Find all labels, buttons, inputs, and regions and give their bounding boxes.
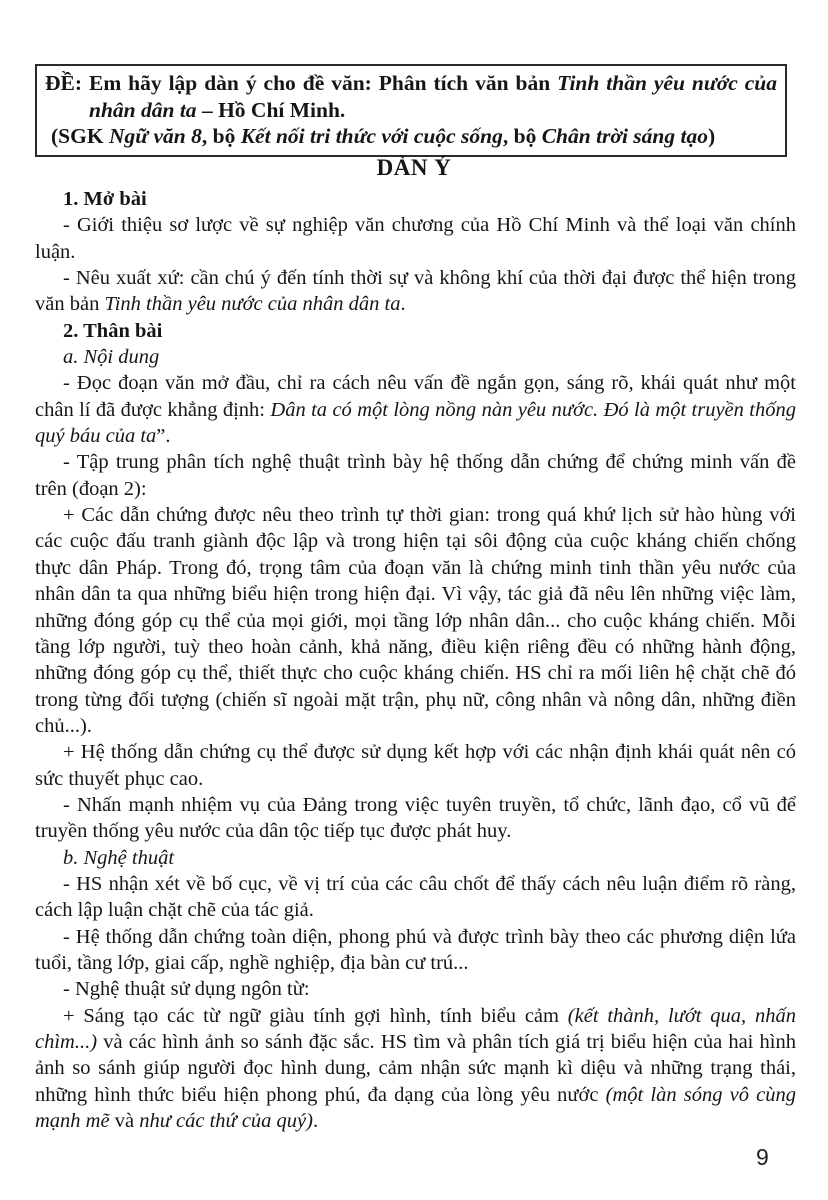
outline-paragraph xyxy=(35,845,796,871)
text-run: Dân ta có một lòng nồng nàn yêu nước. Đó là một truyền thống quý báu của ta xyxy=(35,398,797,448)
text-run: ) xyxy=(707,124,716,148)
text-run: a. Nội dung xyxy=(63,346,160,369)
outline-paragraph xyxy=(35,924,796,977)
outline-paragraph xyxy=(35,871,796,924)
text-run: Kết nối tri thức với cuộc sống xyxy=(240,124,503,148)
text-run: + Sáng tạo các từ ngữ giàu tính gợi hình, tính biểu cảm xyxy=(63,1004,568,1027)
prompt-paragraph xyxy=(45,70,777,123)
text-run: - Đọc đoạn văn mở đầu, chỉ ra cách nêu vấn đề ngắn gọn, sáng rõ, khái quát như một chân lí đã được khẳng định: xyxy=(35,372,796,421)
text-run: - Hệ thống dẫn chứng toàn diện, phong phú và được trình bày theo các phương diện lứa tuổi, tầng lớp, giai cấp, nghề nghiệp, địa bàn cư trú... xyxy=(35,925,796,974)
outline-paragraph xyxy=(35,739,796,792)
outline-paragraph xyxy=(35,212,796,265)
text-run: và các hình ảnh so sánh đặc sắc. HS tìm và phân tích giá trị biểu hiện của hai hình ảnh so sánh giúp người đọc hình dung, cảm nhận sức mạnh kì diệu và những trạng thái, những hình thức biểu hiện phong phú, đa dạng của lòng yêu nước xyxy=(35,1031,796,1106)
text-run: Ngữ văn 8 xyxy=(108,124,202,148)
text-run: + Hệ thống dẫn chứng cụ thể được sử dụng kết hợp với các nhận định khái quát nên có sức thuyết phục cao. xyxy=(35,741,796,790)
outline-paragraph xyxy=(35,186,796,212)
outline-paragraph xyxy=(35,318,796,344)
text-run: (SGK xyxy=(51,124,109,148)
text-run: 2. Thân bài xyxy=(63,319,163,342)
text-run: - Giới thiệu sơ lược về sự nghiệp văn chương của Hồ Chí Minh và thể loại văn chính luận. xyxy=(35,214,796,263)
text-run: - HS nhận xét về bố cục, về vị trí của các câu chốt để thấy cách nêu luận điểm rõ ràng, cách lập luận chặt chẽ của tác giả. xyxy=(35,872,796,922)
text-run: b. Nghệ thuật xyxy=(63,846,175,869)
text-run: , bộ xyxy=(201,124,241,148)
text-run: 1. Mở bài xyxy=(63,188,147,210)
page-number: 9 xyxy=(756,1144,769,1170)
assignment-prompt-box xyxy=(35,64,787,157)
outline-paragraph xyxy=(35,344,796,370)
outline-paragraph xyxy=(35,792,796,845)
text-run: ĐỀ: Em hãy lập dàn ý cho đề văn: Phân tích văn bản xyxy=(45,71,558,95)
text-run: - Tập trung phân tích nghệ thuật trình bày hệ thống dẫn chứng để chứng minh vấn đề trên (đoạn 2): xyxy=(35,451,796,500)
outline-paragraph xyxy=(35,1003,796,1135)
prompt-paragraph xyxy=(45,123,777,150)
outline-paragraph xyxy=(35,370,796,449)
text-run: (một làn sóng vô cùng mạnh mẽ xyxy=(35,1083,796,1133)
text-run: ”. xyxy=(156,425,171,448)
text-run: như các thứ của quý) xyxy=(139,1110,313,1133)
text-run: . xyxy=(312,1110,319,1133)
text-run: , bộ xyxy=(502,124,542,148)
outline-paragraph xyxy=(35,449,796,502)
text-run: - Nghệ thuật sử dụng ngôn từ: xyxy=(63,978,310,1001)
outline-title: DÀN Ý xyxy=(376,155,452,180)
text-run: . xyxy=(400,293,406,316)
text-run: Tinh thần yêu nước của nhân dân ta xyxy=(104,293,401,316)
outline-paragraph xyxy=(35,976,796,1002)
text-run: - Nhấn mạnh nhiệm vụ của Đảng trong việc tuyên truyền, tổ chức, lãnh đạo, cổ vũ để truyền thống yêu nước của dân tộc tiếp tục được phát huy. xyxy=(35,793,796,843)
text-run: + Các dẫn chứng được nêu theo trình tự thời gian: trong quá khứ lịch sử hào hùng với các cuộc đấu tranh giành độc lập và trong hiện tại sôi động của cuộc kháng chiến chống thực dân Pháp. Trong đó, trọng tâm của đoạn văn là chứng minh tinh thần yêu nước của nhân dân ta qua những biểu hiện trong hiện đại. Vì vậy, tác giả đã nêu lên những việc làm, những đóng góp cụ thể của mọi giới, mọi tầng lớp nhân dân... cho cuộc kháng chiến. Mỗi tầng lớp người, tuỳ theo hoàn cảnh, khả năng, điều kiện riêng đều có những hành động, những đóng góp cụ thể, thiết thực cho cuộc kháng chiến. HS chỉ ra mối liên hệ chặt chẽ đó trong từng đối tượng (chiến sĩ ngoài mặt trận, phụ nữ, công nhân và nông dân, những điền chủ...). xyxy=(35,504,796,737)
text-run: Tinh thần yêu nước của nhân dân ta xyxy=(89,71,778,122)
text-run: và xyxy=(109,1110,140,1133)
document-body xyxy=(35,186,796,1134)
outline-paragraph xyxy=(35,502,796,739)
text-run: Chân trời sáng tạo xyxy=(541,124,708,148)
outline-paragraph xyxy=(35,265,796,318)
text-run: – Hồ Chí Minh. xyxy=(196,97,346,122)
text-run: (kết thành, lướt qua, nhấn chìm...) xyxy=(35,1004,796,1053)
text-run: - Nêu xuất xứ: cần chú ý đến tính thời sự và không khí của thời đại được thể hiện trong văn bản xyxy=(35,267,796,316)
